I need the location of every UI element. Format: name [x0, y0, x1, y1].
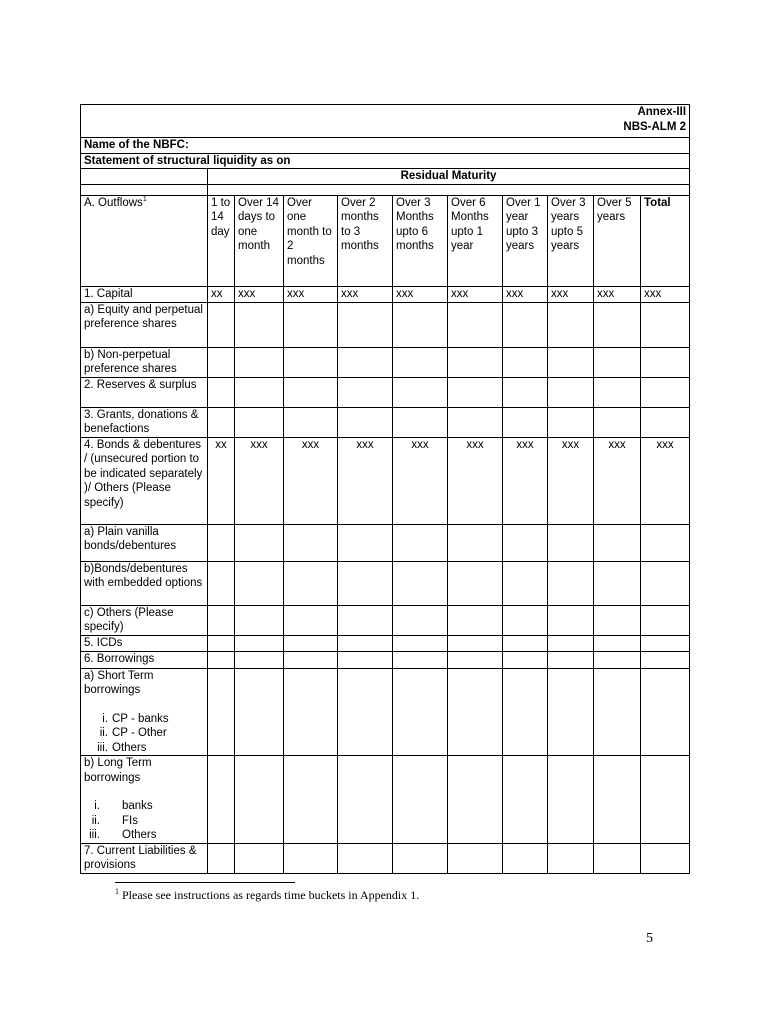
value-cell: xxx — [235, 437, 284, 524]
statement-label: Statement of structural liquidity as on — [81, 153, 690, 169]
list-item: iii. Others — [89, 829, 157, 841]
value-cell: xxx — [448, 437, 503, 524]
value-cell: xx — [208, 437, 235, 524]
value-cell: xxx — [594, 286, 641, 302]
value-cell: xxx — [548, 437, 594, 524]
bucket-header: Over 5 years — [594, 195, 641, 286]
footnote-text: Please see instructions as regards time buckets in Appendix 1. — [122, 888, 420, 902]
residual-maturity-row — [81, 169, 690, 185]
bucket-header: 1 to 14 day — [208, 195, 235, 286]
value-cell: xxx — [284, 437, 338, 524]
nbfc-name-row — [81, 138, 690, 154]
footnote-divider — [115, 882, 295, 883]
page-number: 5 — [646, 931, 653, 946]
form-code: NBS-ALM 2 — [623, 120, 687, 133]
value-cell: xxx — [338, 286, 393, 302]
empty-cell — [81, 184, 208, 195]
table-row — [81, 524, 690, 561]
value-cell: xxx — [548, 286, 594, 302]
empty-cell — [208, 184, 690, 195]
row-label: 4. Bonds & debentures / (unsecured portion to be indicated separately )/ Others (Please specify) — [81, 437, 208, 524]
table-row — [81, 286, 690, 302]
bucket-header: Over 6 Months upto 1 year — [448, 195, 503, 286]
bucket-header: Over 3 Months upto 6 months — [393, 195, 448, 286]
table-row — [81, 347, 690, 377]
value-cell: xxx — [393, 286, 448, 302]
table-row — [81, 437, 690, 524]
row-label: 2. Reserves & surplus — [81, 377, 208, 407]
table-row — [81, 302, 690, 347]
table-row — [81, 668, 690, 756]
table-row — [81, 561, 690, 605]
total-header: Total — [641, 195, 690, 286]
value-cell: xx — [208, 286, 235, 302]
row-label — [81, 756, 208, 844]
list-item: iii. Others — [97, 741, 147, 754]
table-row — [81, 407, 690, 437]
structural-liquidity-table — [80, 104, 690, 874]
row-label: a) Plain vanilla bonds/debentures — [81, 524, 208, 561]
bucket-header: Over one month to 2 months — [284, 195, 338, 286]
footnote-number: 1 — [115, 887, 119, 896]
annex-label: Annex-III — [637, 106, 687, 118]
annex-cell — [81, 105, 690, 138]
value-cell: xxx — [503, 437, 548, 524]
list-item: i. CP - banks — [102, 712, 169, 725]
value-cell: xxx — [641, 286, 690, 302]
value-cell: xxx — [284, 286, 338, 302]
footnote — [115, 888, 419, 903]
table-row — [81, 843, 690, 873]
nbfc-name-label: Name of the NBFC: — [81, 138, 690, 154]
residual-maturity-label: Residual Maturity — [208, 169, 690, 185]
table-row — [81, 605, 690, 635]
row-label — [81, 668, 208, 756]
list-item: ii. CP - Other — [99, 727, 167, 739]
value-cell: xxx — [503, 286, 548, 302]
bucket-header: Over 3 years upto 5 years — [548, 195, 594, 286]
empty-cell — [81, 169, 208, 185]
value-cell: xxx — [338, 437, 393, 524]
table-row — [81, 756, 690, 844]
row-label: 3. Grants, donations & benefactions — [81, 407, 208, 437]
bucket-header: Over 1 year upto 3 years — [503, 195, 548, 286]
row-label: 1. Capital — [81, 286, 208, 302]
annex-row — [81, 105, 690, 138]
footnote-mark: 1 — [142, 195, 147, 203]
value-cell: xxx — [448, 286, 503, 302]
row-label: 7. Current Liabilities & provisions — [81, 843, 208, 873]
column-header-row — [81, 195, 690, 286]
value-cell: xxx — [594, 437, 641, 524]
outflows-label: A. Outflows — [84, 196, 143, 209]
table-row — [81, 377, 690, 407]
bucket-header: Over 14 days to one month — [235, 195, 284, 286]
statement-row — [81, 153, 690, 169]
bucket-header: Over 2 months to 3 months — [338, 195, 393, 286]
table-row — [81, 635, 690, 651]
row-label: b)Bonds/debentures with embedded options — [81, 561, 208, 605]
table-row — [81, 651, 690, 668]
list-item: i. banks — [94, 800, 153, 812]
value-cell: xxx — [641, 437, 690, 524]
row-label: b) Non-perpetual preference shares — [81, 347, 208, 377]
long-term-label: b) Long Term borrowings — [84, 757, 152, 784]
row-label: c) Others (Please specify) — [81, 605, 208, 635]
value-cell: xxx — [393, 437, 448, 524]
outflows-header — [81, 195, 208, 286]
list-item: ii. FIs — [91, 814, 138, 827]
row-label: 5. ICDs — [81, 635, 208, 651]
value-cell: xxx — [235, 286, 284, 302]
spacer-row — [81, 184, 690, 195]
row-label: 6. Borrowings — [81, 651, 208, 668]
short-term-label: a) Short Term borrowings — [84, 669, 154, 696]
row-label: a) Equity and perpetual preference shares — [81, 302, 208, 347]
